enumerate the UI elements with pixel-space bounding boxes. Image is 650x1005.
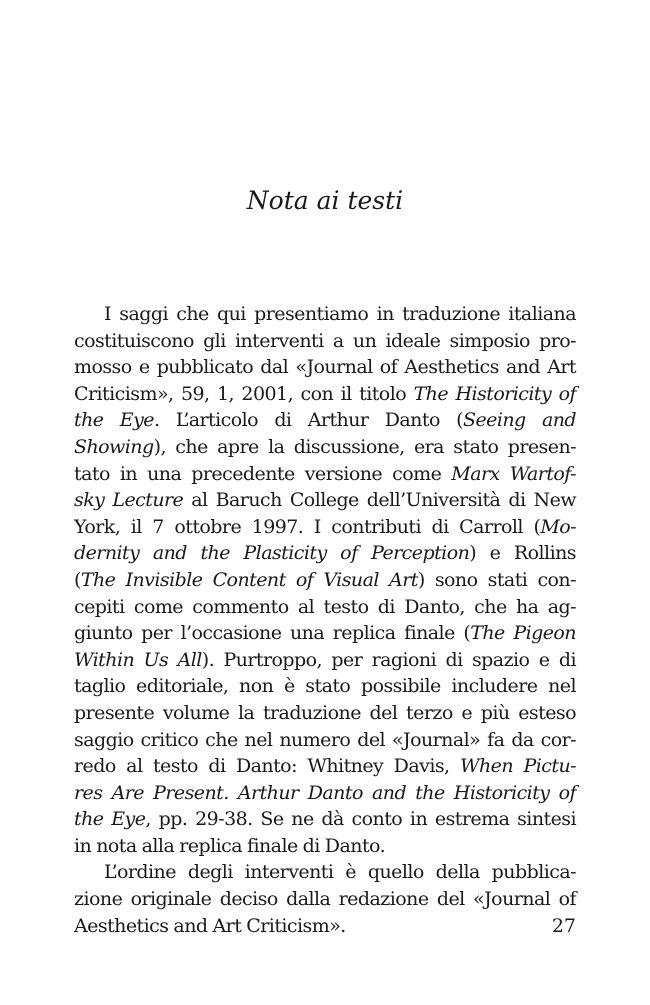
text-line: the Eye, pp. 29-38. Se ne dà conto in estrema sintesi (74, 808, 577, 831)
text-line: in nota alla replica finale di Danto. (74, 834, 386, 857)
text-line: Showing), che apre la discussione, era stato presen- (74, 435, 576, 458)
text-line: costituiscono gli interventi a un ideale simposio pro- (74, 329, 576, 352)
text-line: Within Us All). Purtroppo, per ragioni di spazio e di (74, 648, 576, 671)
text-line: (The Invisible Content of Visual Art) sono stati con- (74, 568, 576, 591)
text-line: L’ordine degli interventi è quello della pubblica- (104, 861, 576, 884)
text-line: giunto per l’occasione una replica finale (The Pigeon (74, 622, 576, 645)
text-line: saggio critico che nel numero del «Journal» fa da cor- (74, 728, 576, 751)
text-line: presente volume la traduzione del terzo e più esteso (74, 701, 576, 724)
text-line: taglio editoriale, non è stato possibile includere nel (74, 675, 576, 698)
text-line: mosso e pubblicato dal «Journal of Aesthetics and Art (74, 356, 576, 379)
text-line: Criticism», 59, 1, 2001, con il titolo The Historicity of (74, 382, 576, 405)
text-line: sky Lecture al Baruch College dell’Università di New (74, 489, 576, 512)
text-line: I saggi che qui presentiamo in traduzione italiana (104, 303, 576, 325)
text-line: York, il 7 ottobre 1997. I contributi di Carroll (Mo- (74, 515, 576, 538)
page-number: 27 (551, 915, 576, 937)
body-text (74, 301, 576, 939)
text-line: redo al testo di Danto: Whitney Davis, When Pictu- (74, 755, 576, 778)
text-line: tato in una precedente versione come Marx Wartof- (74, 462, 576, 485)
page-title: Nota ai testi (246, 186, 404, 215)
text-line: zione originale deciso dalla redazione del «Journal of (74, 888, 576, 911)
text-line: dernity and the Plasticity of Perception) e Rollins (74, 542, 576, 565)
text-line: Aesthetics and Art Criticism». (74, 914, 346, 937)
text-line: cepiti come commento al testo di Danto, che ha ag- (74, 595, 576, 618)
text-line: the Eye. L’articolo di Arthur Danto (Seeing and (74, 409, 577, 432)
text-line: res Are Present. Arthur Danto and the Historicity of (74, 781, 576, 804)
